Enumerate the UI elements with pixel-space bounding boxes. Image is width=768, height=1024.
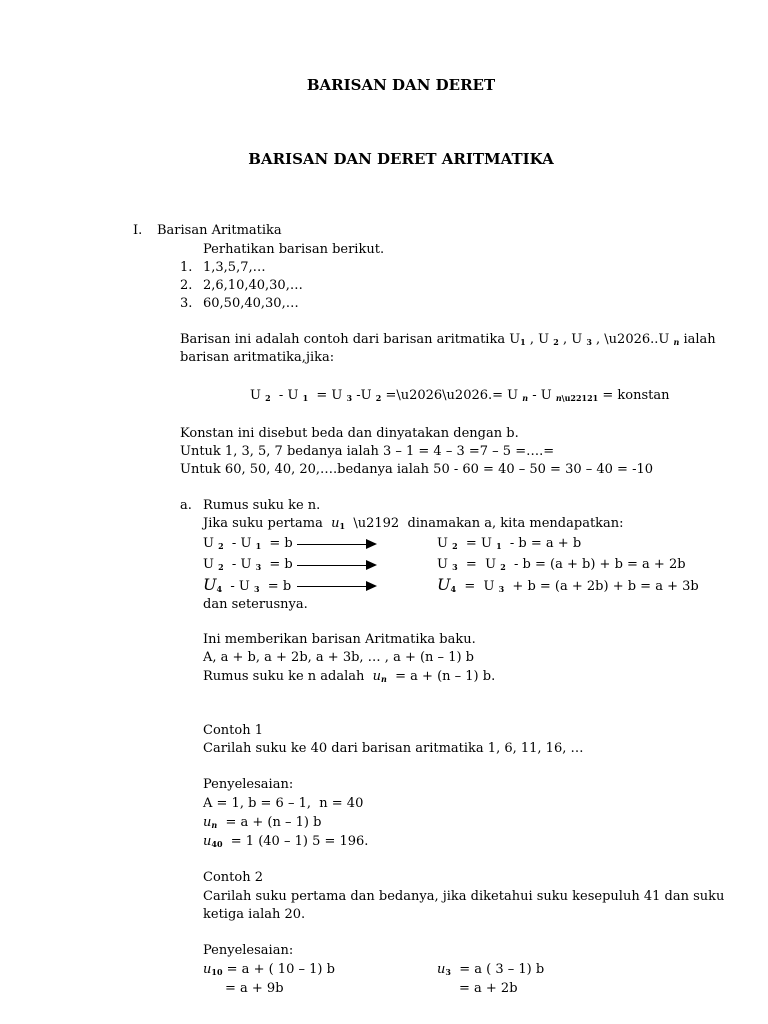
- solution-step: $u_n = a + (n - 1)$ b: [203, 815, 322, 830]
- document-title: BARISAN DAN DERET: [306, 76, 496, 94]
- derivation-left: U $_2$ - U $_1$ = b: [203, 536, 293, 551]
- list-item-number: 1.: [180, 260, 193, 275]
- section-heading: Barisan Aritmatika: [157, 223, 282, 238]
- derivation-left: $U_4$ - U $_3$ = b: [203, 575, 292, 594]
- list-item: 60,50,40,30,…: [203, 296, 299, 311]
- baku-line: A, a + b, a + 2b, a + 3b, … , a + (n – 1) b: [203, 650, 474, 665]
- baku-line: Rumus suku ke n adalah $u_n = a + (n - 1)$ b.: [203, 669, 496, 684]
- solution-step: $u_3 = a$ ( 3 – 1) b: [437, 962, 545, 977]
- constant-line: Untuk 60, 50, 40, 20,….bedanya ialah 50 - 60 = 40 – 50 = 30 – 40 = -10: [180, 462, 654, 477]
- solution-step: $u_{40} = 1$ (40 – 1) 5 = 196.: [203, 834, 369, 849]
- example-heading: Contoh 1: [203, 723, 263, 738]
- section-number: I.: [133, 223, 143, 238]
- baku-line: Ini memberikan barisan Aritmatika baku.: [203, 632, 476, 647]
- solution-step: = a + 9b: [225, 981, 284, 996]
- section-title: BARISAN DAN DERET ARITMATIKA: [248, 150, 554, 168]
- solution-label: Penyelesaian:: [203, 777, 294, 792]
- rumus-dst: dan seterusnya.: [203, 597, 308, 612]
- example-heading: Contoh 2: [203, 870, 263, 885]
- derivation-right: U $_2$ = U $_1$ - b = a + b: [437, 536, 582, 551]
- solution-step: A = 1, b = 6 – 1, n = 40: [203, 796, 364, 811]
- derivation-right: U $_3$ = U $_2$ - b = (a + b) + b = a + 2b: [437, 557, 686, 572]
- arrow-icon: [297, 544, 375, 545]
- example-question: ketiga ialah 20.: [203, 907, 306, 922]
- definition-line: barisan aritmatika,jika:: [180, 350, 335, 365]
- constant-line: Konstan ini disebut beda dan dinyatakan dengan b.: [180, 426, 519, 441]
- subsection-heading: Rumus suku ke n.: [203, 498, 321, 513]
- example-question: Carilah suku pertama dan bedanya, jika diketahui suku kesepuluh 41 dan suku: [203, 889, 725, 904]
- list-item: 1,3,5,7,…: [203, 260, 266, 275]
- section-intro: Perhatikan barisan berikut.: [203, 242, 385, 257]
- constant-line: Untuk 1, 3, 5, 7 bedanya ialah 3 – 1 = 4 – 3 =7 – 5 =….=: [180, 444, 555, 459]
- list-item-number: 3.: [180, 296, 193, 311]
- example-question: Carilah suku ke 40 dari barisan aritmatika 1, 6, 11, 16, …: [203, 741, 584, 756]
- solution-step: = a + 2b: [459, 981, 518, 996]
- solution-step: $u_{10} = a$ + ( 10 – 1) b: [203, 962, 335, 977]
- subsection-label: a.: [180, 498, 192, 513]
- arrow-icon: [297, 586, 375, 587]
- arrow-icon: [297, 565, 375, 566]
- rumus-intro: Jika suku pertama $u_1$ \u2192 dinamakan a, kita mendapatkan:: [203, 516, 624, 531]
- difference-formula: U $_2$ - U $_1$ = U $_3$ -U $_2$ =\u2026\u2026.= U $_n$ - U $_{n\backslash u22121}$ = konstan: [250, 388, 670, 403]
- definition-line: Barisan ini adalah contoh dari barisan aritmatika $U_1$ , U $_2$ , U $_3$ , \u2026..U $_n$ ialah: [180, 332, 716, 347]
- list-item-number: 2.: [180, 278, 193, 293]
- derivation-right: $U_4 = U$ $_3$ + b = (a + 2b) + b = a + 3b: [437, 575, 699, 594]
- list-item: 2,6,10,40,30,…: [203, 278, 303, 293]
- solution-label: Penyelesaian:: [203, 943, 294, 958]
- derivation-left: U $_2$ - U $_3$ = b: [203, 557, 293, 572]
